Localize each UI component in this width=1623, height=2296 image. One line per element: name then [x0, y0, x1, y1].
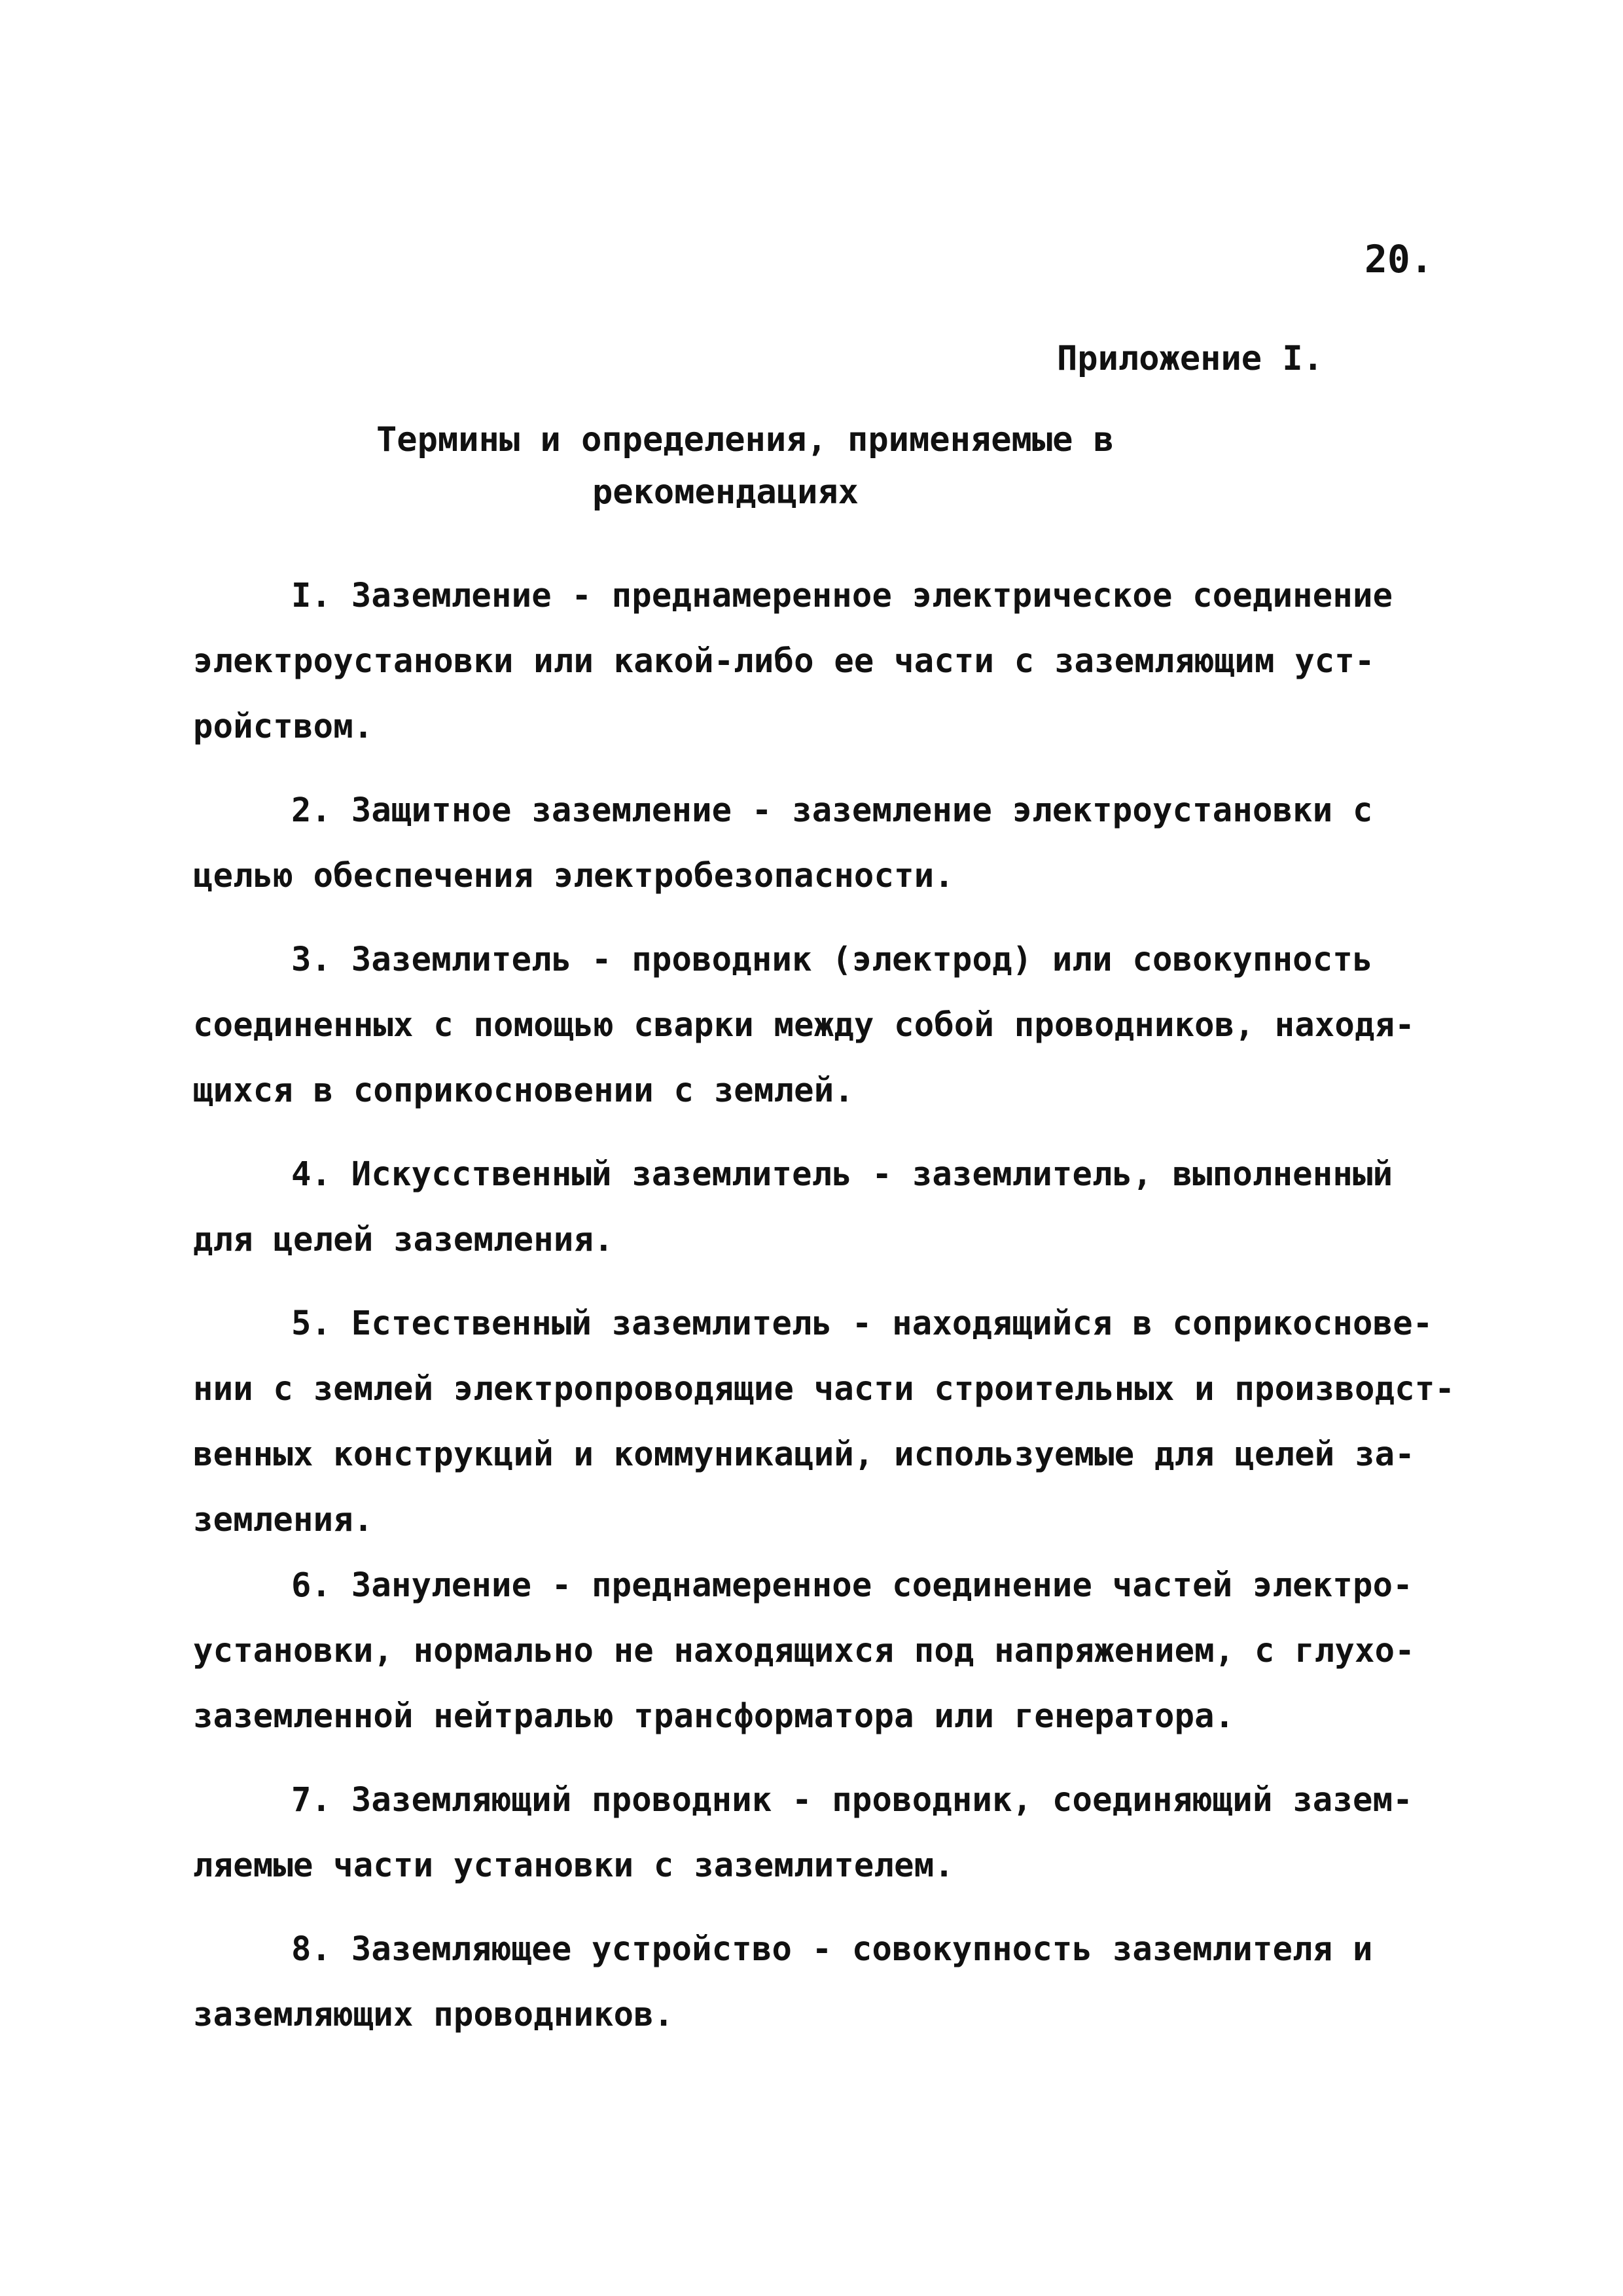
paragraph-7-line-2: ляемые части установки с заземлителем.	[193, 1846, 954, 1884]
paragraph-1-line-1: I. Заземление - преднамеренное электрическое соединение	[291, 576, 1393, 615]
paragraph-4-line-1: 4. Искусственный заземлитель - заземлитель, выполненный	[291, 1155, 1393, 1193]
paragraph-1-line-2: электроустановки или какой-либо ее части с заземляющим уст-	[193, 641, 1375, 680]
paragraph-8-line-2: заземляющих проводников.	[193, 1995, 674, 2034]
section-title-line-1: Термины и определения, применяемые в	[376, 420, 1115, 459]
paragraph-6-line-2: установки, нормально не находящихся под напряжением, с глухо-	[193, 1631, 1415, 1670]
paragraph-5-line-2: нии с землей электропроводящие части строительных и производст-	[193, 1369, 1455, 1408]
paragraph-5-line-1: 5. Естественный заземлитель - находящийся в соприкоснове-	[291, 1304, 1433, 1342]
paragraph-6-line-1: 6. Зануление - преднамеренное соединение частей электро-	[291, 1566, 1413, 1604]
paragraph-3-line-1: 3. Заземлитель - проводник (электрод) или совокупность	[291, 940, 1373, 978]
paragraph-8-line-1: 8. Заземляющее устройство - совокупность заземлителя и	[291, 1929, 1373, 1968]
paragraph-5-line-4: земления.	[193, 1500, 374, 1539]
page-number: 20.	[1364, 237, 1433, 281]
paragraph-2-line-2: целью обеспечения электробезопасности.	[193, 856, 954, 895]
paragraph-2-line-1: 2. Защитное заземление - заземление электроустановки с	[291, 791, 1373, 829]
paragraph-7-line-1: 7. Заземляющий проводник - проводник, соединяющий зазем-	[291, 1780, 1413, 1819]
paragraph-6-line-3: заземленной нейтралью трансформатора или генератора.	[193, 1696, 1235, 1735]
paragraph-3-line-2: соединенных с помощью сварки между собой проводников, находя-	[193, 1005, 1415, 1044]
paragraph-1-line-3: ройством.	[193, 707, 374, 745]
section-title-line-2: рекомендациях	[592, 473, 859, 512]
paragraph-5-line-3: венных конструкций и коммуникаций, используемые для целей за-	[193, 1435, 1415, 1473]
paragraph-4-line-2: для целей заземления.	[193, 1220, 614, 1259]
appendix-label: Приложение I.	[1057, 339, 1323, 378]
paragraph-3-line-3: щихся в соприкосновении с землей.	[193, 1071, 854, 1109]
